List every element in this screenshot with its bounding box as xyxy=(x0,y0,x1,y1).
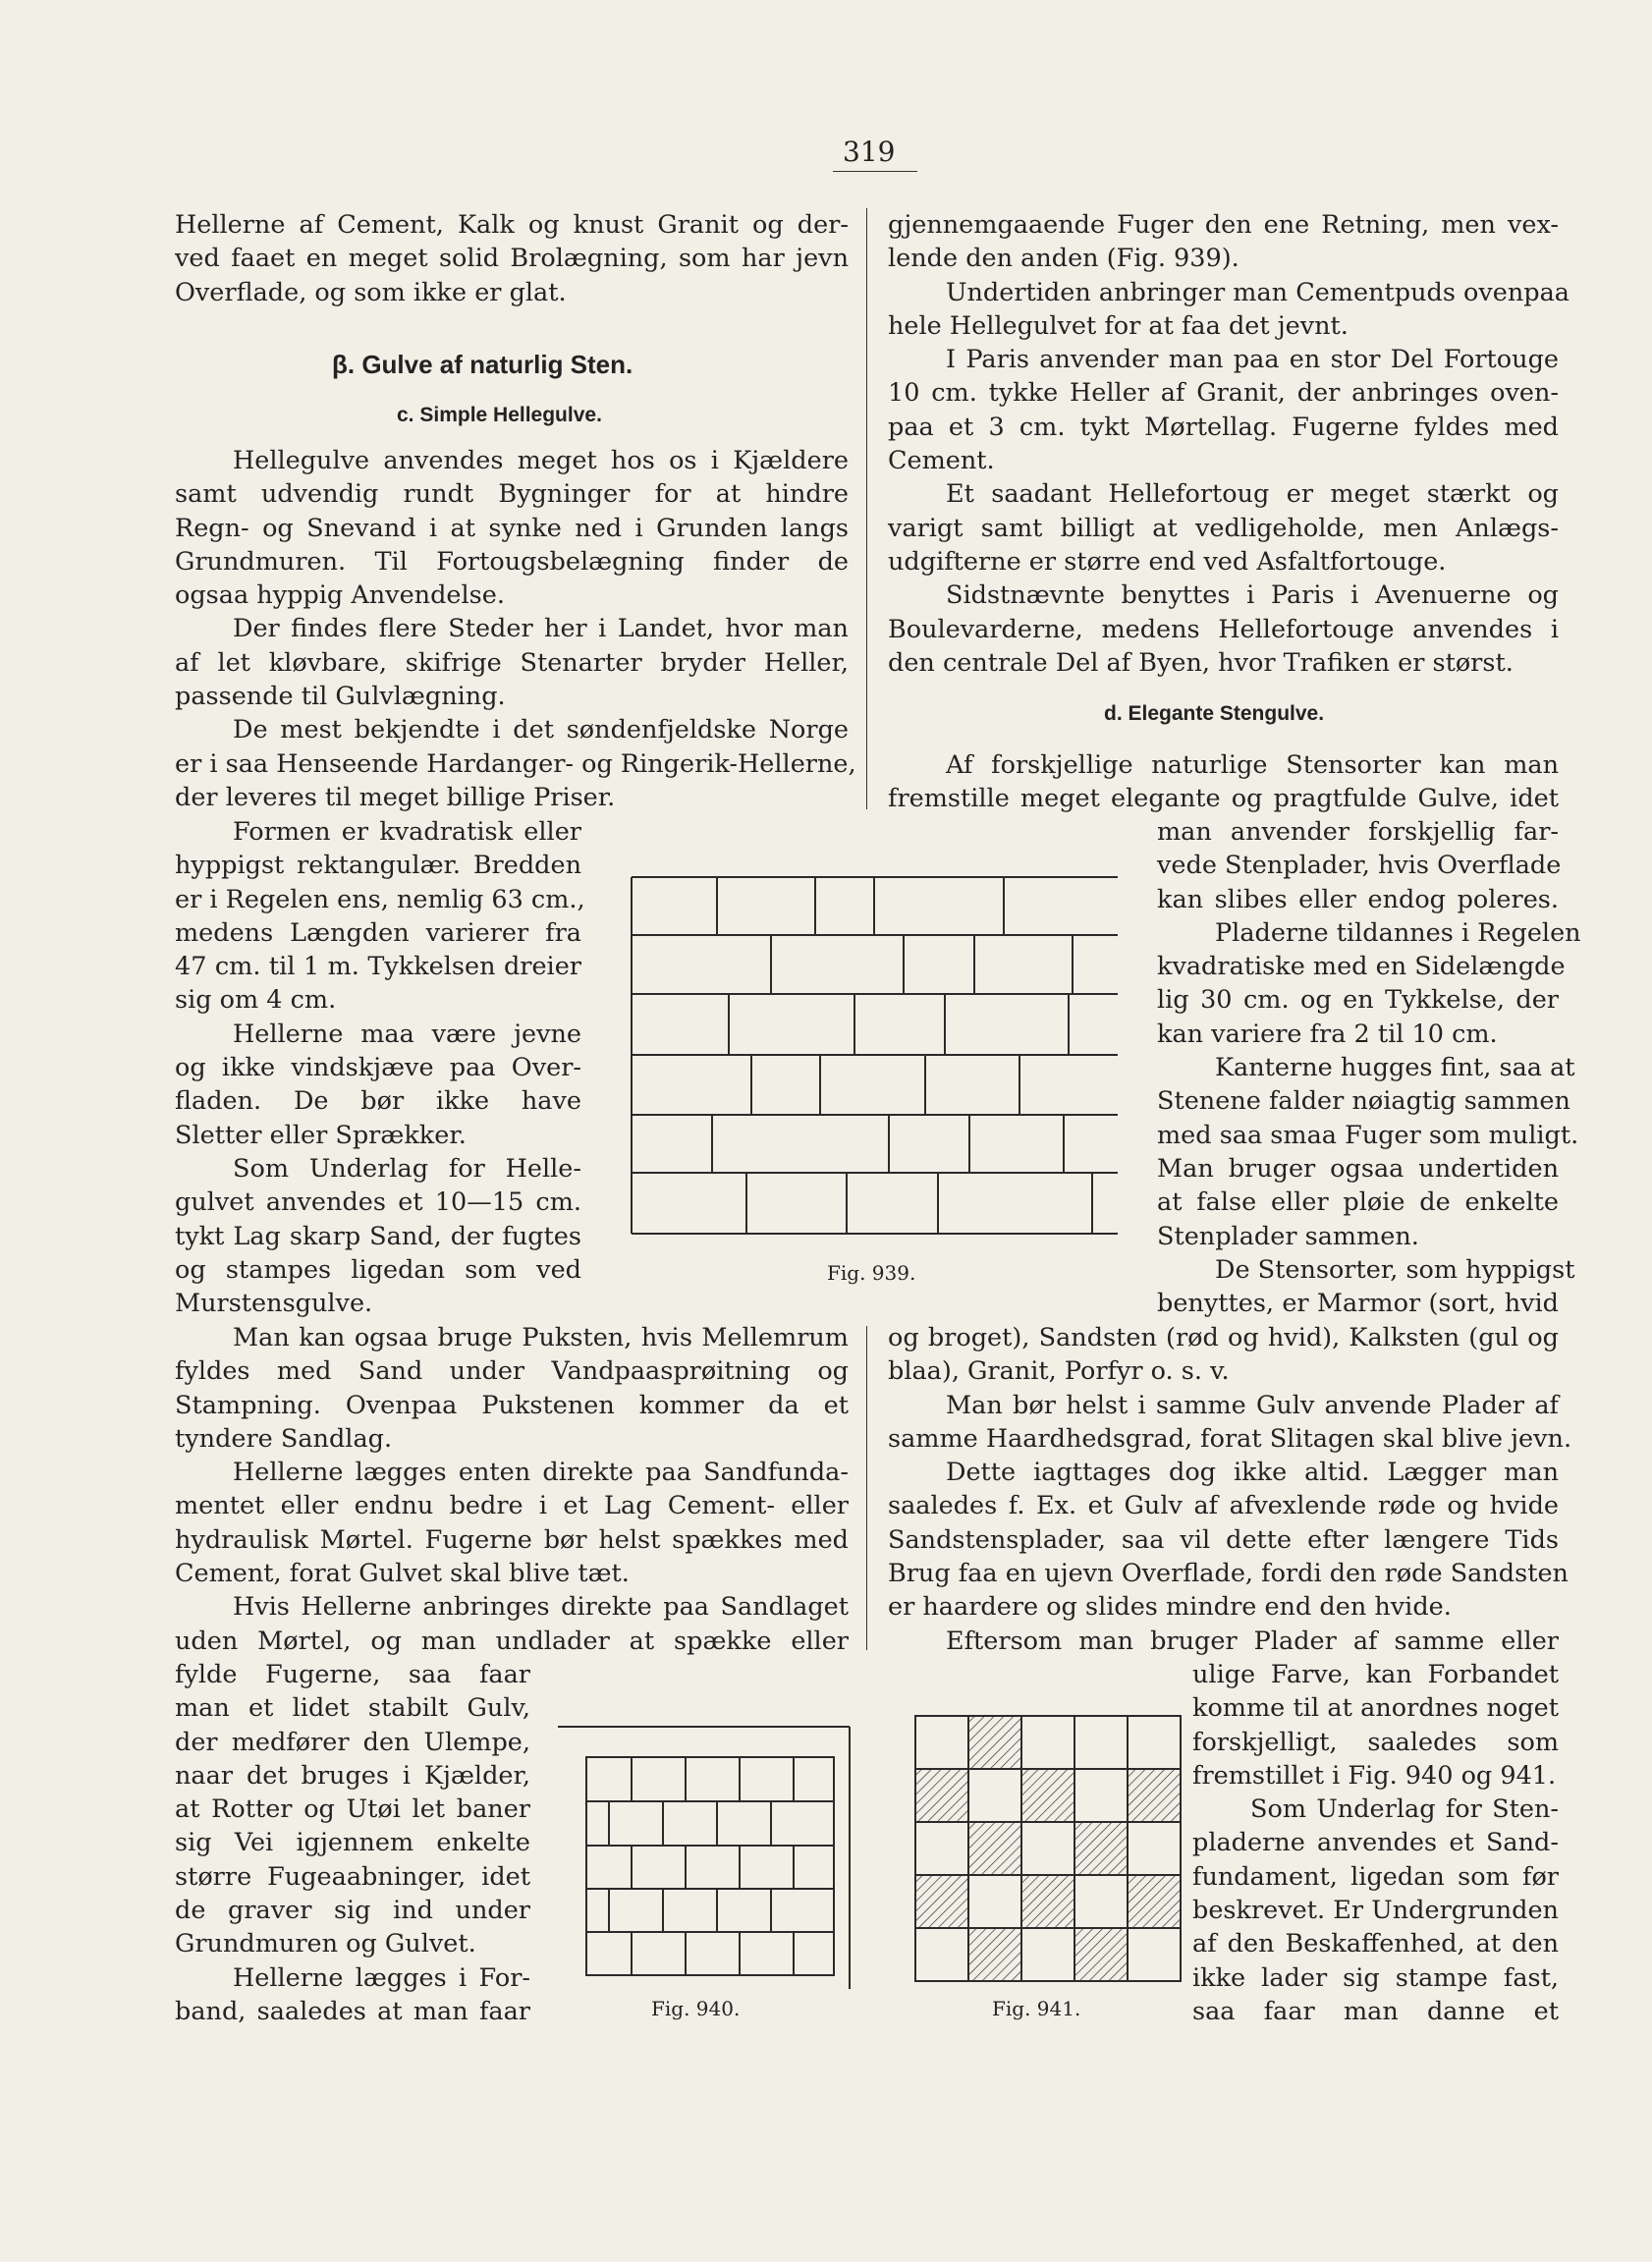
text-line: 47 cm. til 1 m. Tykkelsen dreier xyxy=(175,952,581,982)
text-line: naar det bruges i Kjælder, xyxy=(175,1760,530,1791)
text-line: gjennemgaaende Fuger den ene Retning, men vex- xyxy=(888,210,1559,240)
text-line: er i Regelen ens, nemlig 63 cm., xyxy=(175,884,585,914)
text-line: kan variere fra 2 til 10 cm. xyxy=(1157,1019,1498,1049)
text-line: Hellegulve anvendes meget hos os i Kjældere xyxy=(233,446,849,475)
left-bottom-text xyxy=(175,1658,530,2028)
hatched-tile xyxy=(915,1769,968,1822)
right-bottom-text xyxy=(1192,1658,1559,2028)
text-line: af den Beskaffenhed, at den xyxy=(1192,1929,1559,1959)
text-line: Stampning. Ovenpaa Pukstenen kommer da et xyxy=(175,1390,849,1420)
text-line: at Rotter og Utøi let baner xyxy=(175,1794,530,1825)
text-line: Der findes flere Steder her i Landet, hvor man xyxy=(233,614,849,644)
text-line: Eftersom man bruger Plader af samme eller xyxy=(946,1626,1559,1656)
section-heading: β. Gulve af naturlig Sten. xyxy=(332,350,633,379)
text-line: uden Mørtel, og man undlader at spække eller xyxy=(175,1626,849,1656)
text-line: fylde Fugerne, saa faar xyxy=(175,1660,530,1689)
text-line: fladen. De bør ikke have xyxy=(175,1086,581,1117)
hatched-tile xyxy=(915,1875,968,1928)
text-line: I Paris anvender man paa en stor Del Fortouge xyxy=(946,345,1559,375)
hatched-tile xyxy=(1128,1875,1181,1928)
right-top-text xyxy=(888,208,1570,680)
text-line: hyppigst rektangulær. Bredden xyxy=(175,851,581,881)
figure-941-checkerboard-diagram xyxy=(909,1704,1193,1989)
text-line: sig Vei igjennem enkelte xyxy=(175,1828,530,1858)
subheading-elegante-stengulve: d. Elegante Stengulve. xyxy=(1104,702,1325,725)
hatched-tile xyxy=(1021,1769,1074,1822)
text-line: kan slibes eller endog poleres. xyxy=(1157,884,1559,914)
text-line: Hellerne maa være jevne xyxy=(233,1019,581,1049)
text-line: saaledes f. Ex. et Gulv af afvexlende røde og hvide xyxy=(888,1491,1559,1521)
text-line: Murstensgulve. xyxy=(175,1289,373,1319)
text-line: fundament, ligedan som før xyxy=(1192,1861,1559,1892)
text-line: passende til Gulvlægning. xyxy=(175,682,506,712)
text-line: fyldes med Sand under Vandpaasprøitning og xyxy=(175,1356,849,1387)
text-line: Formen er kvadratisk eller xyxy=(233,817,581,847)
text-line: Hvis Hellerne anbringes direkte paa Sandlaget xyxy=(233,1592,849,1623)
left-narrow-text xyxy=(175,815,585,1320)
text-line: 10 cm. tykke Heller af Granit, der anbringes oven- xyxy=(888,378,1559,409)
text-line: lig 30 cm. og en Tykkelse, der xyxy=(1157,985,1559,1016)
text-line: Sidstnævnte benyttes i Paris i Avenuerne og xyxy=(946,580,1559,611)
text-line: Som Underlag for Sten- xyxy=(1250,1794,1559,1825)
hatched-tile xyxy=(968,1822,1021,1875)
text-line: man et lidet stabilt Gulv, xyxy=(175,1693,530,1724)
figure-940-caption: Fig. 940. xyxy=(651,1997,741,2020)
text-line: Pladerne tildannes i Regelen xyxy=(1215,917,1581,948)
text-line: Regn- og Snevand i at synke ned i Grunden langs xyxy=(175,513,849,543)
text-line: samme Haardhedsgrad, forat Slitagen skal blive jevn. xyxy=(888,1423,1572,1454)
text-line: af let kløvbare, skifrige Stenarter bryder Heller, xyxy=(175,647,849,678)
text-line: Hellerne lægges enten direkte paa Sandfunda- xyxy=(233,1458,849,1488)
right-narrow-text xyxy=(1157,815,1581,1320)
text-line: at false eller pløie de enkelte xyxy=(1157,1187,1559,1218)
text-line: beskrevet. Er Undergrunden xyxy=(1192,1896,1559,1926)
text-line: varigt samt billigt at vedligeholde, men Anlægs- xyxy=(888,513,1559,543)
text-line: Grundmuren og Gulvet. xyxy=(175,1929,476,1959)
text-line: Sletter eller Sprækker. xyxy=(175,1120,467,1150)
text-line: Sandstensplader, saa vil dette efter længere Tids xyxy=(888,1524,1559,1555)
text-line: medens Længden varierer fra xyxy=(175,917,581,948)
text-line: De Stensorter, som hyppigst xyxy=(1215,1254,1575,1285)
text-line: Man bør helst i samme Gulv anvende Plader af xyxy=(946,1390,1559,1420)
text-line: paa et 3 cm. tykt Mørtellag. Fugerne fyldes med xyxy=(888,412,1559,442)
text-line: lende den anden (Fig. 939). xyxy=(888,244,1239,274)
text-line: Grundmuren. Til Fortougsbelægning finder de xyxy=(175,546,849,577)
text-line: fremstille meget elegante og pragtfulde Gulve, idet xyxy=(888,784,1559,814)
hatched-tile xyxy=(968,1716,1021,1769)
subheading-simple-hellegulve: c. Simple Hellegulve. xyxy=(397,404,602,426)
text-line: større Fugeaabninger, idet xyxy=(175,1861,530,1892)
text-line: ulige Farve, kan Forbandet xyxy=(1192,1660,1559,1689)
text-line: Overflade, og som ikke er glat. xyxy=(175,277,567,307)
text-line: hydraulisk Mørtel. Fugerne bør helst spækkes med xyxy=(175,1524,849,1555)
text-line: Man kan ogsaa bruge Puksten, hvis Mellemrum xyxy=(233,1323,849,1352)
text-line: med saa smaa Fuger som muligt. xyxy=(1157,1120,1579,1150)
text-line: der leveres til meget billige Priser. xyxy=(175,782,616,812)
text-line: Kanterne hugges fint, saa at xyxy=(1215,1053,1575,1083)
text-line: udgifterne er større end ved Asfaltfortouge. xyxy=(888,546,1447,577)
hatched-tile xyxy=(1074,1928,1128,1981)
text-line: ogsaa hyppig Anvendelse. xyxy=(175,580,505,611)
text-line: og stampes ligedan som ved xyxy=(175,1254,581,1285)
text-line: man anvender forskjellig far- xyxy=(1157,817,1559,847)
text-line: den centrale Del af Byen, hvor Trafiken er størst. xyxy=(888,647,1514,678)
text-line: de graver sig ind under xyxy=(175,1896,530,1926)
text-line: forskjelligt, saaledes som xyxy=(1192,1727,1559,1757)
hatched-tile xyxy=(1074,1822,1128,1875)
hatched-tile xyxy=(1021,1875,1074,1928)
left-intro-paragraph xyxy=(175,208,849,309)
text-line: og broget), Sandsten (rød og hvid), Kalksten (gul og xyxy=(888,1323,1559,1352)
left-main-text xyxy=(175,444,856,814)
page-number-rule xyxy=(833,171,917,172)
text-line: sig om 4 cm. xyxy=(175,985,337,1016)
text-line: mentet eller endnu bedre i et Lag Cement- eller xyxy=(175,1491,849,1521)
text-line: Cement, forat Gulvet skal blive tæt. xyxy=(175,1559,630,1589)
text-line: ikke lader sig stampe fast, xyxy=(1192,1962,1559,1993)
figure-941-caption: Fig. 941. xyxy=(992,1997,1081,2020)
text-line: vede Stenplader, hvis Overflade xyxy=(1157,851,1562,881)
text-line: komme til at anordnes noget xyxy=(1192,1693,1559,1724)
figure-940-brick-bond-diagram xyxy=(555,1724,859,1999)
text-line: samt udvendig rundt Bygninger for at hindre xyxy=(175,479,849,510)
text-line: band, saaledes at man faar xyxy=(175,1996,530,2026)
text-line: hele Hellegulvet for at faa det jevnt. xyxy=(888,310,1349,341)
text-line: Som Underlag for Helle- xyxy=(233,1153,581,1184)
text-line: Stenene falder nøiagtig sammen xyxy=(1157,1086,1570,1117)
text-line: tyndere Sandlag. xyxy=(175,1423,393,1454)
text-line: Boulevarderne, medens Hellefortouge anvendes i xyxy=(888,614,1559,644)
text-line: pladerne anvendes et Sand- xyxy=(1192,1828,1559,1858)
text-line: fremstillet i Fig. 940 og 941. xyxy=(1192,1760,1557,1791)
text-line: benyttes, er Marmor (sort, hvid xyxy=(1157,1289,1559,1319)
text-line: Et saadant Hellefortoug er meget stærkt og xyxy=(946,479,1559,510)
text-line: der medfører den Ulempe, xyxy=(175,1727,530,1757)
text-line: Stenplader sammen. xyxy=(1157,1221,1419,1251)
text-line: kvadratiske med en Sidelængde xyxy=(1157,952,1566,982)
text-line: Brug faa en ujevn Overflade, fordi den røde Sandsten xyxy=(888,1559,1569,1589)
text-line: Hellerne lægges i For- xyxy=(233,1962,530,1993)
right-after-heading-text xyxy=(888,748,1559,816)
text-line: gulvet anvendes et 10—15 cm. xyxy=(175,1187,581,1218)
hatched-tile xyxy=(1128,1769,1181,1822)
text-line: er haardere og slides mindre end den hvide. xyxy=(888,1592,1452,1623)
text-line: Undertiden anbringer man Cementpuds ovenpaa xyxy=(946,277,1570,307)
column-rule-top xyxy=(866,208,867,809)
text-line: Man bruger ogsaa undertiden xyxy=(1157,1153,1559,1184)
text-line: Cement. xyxy=(888,446,995,476)
text-line: Dette iagttages dog ikke altid. Lægger man xyxy=(946,1458,1559,1488)
text-line: Hellerne af Cement, Kalk og knust Granit og der- xyxy=(175,210,849,240)
page-number: 319 xyxy=(843,136,896,168)
figure-939-caption: Fig. 939. xyxy=(827,1261,916,1285)
text-line: ved faaet en meget solid Brolægning, som har jevn xyxy=(175,244,849,274)
text-line: Af forskjellige naturlige Stensorter kan man xyxy=(946,750,1559,780)
text-line: blaa), Granit, Porfyr o. s. v. xyxy=(888,1356,1230,1387)
text-line: De mest bekjendte i det søndenfjeldske Norge xyxy=(233,715,849,745)
text-line: tykt Lag skarp Sand, der fugtes xyxy=(175,1221,581,1251)
left-full-text xyxy=(175,1321,849,1658)
figure-939-running-bond-diagram xyxy=(629,869,1120,1242)
text-line: og ikke vindskjæve paa Over- xyxy=(175,1053,581,1083)
hatched-tile xyxy=(968,1928,1021,1981)
right-full-text xyxy=(888,1321,1572,1658)
column-rule-middle xyxy=(866,1326,867,1650)
text-line: er i saa Henseende Hardanger- og Ringerik-Hellerne, xyxy=(175,748,856,779)
text-line: saa faar man danne et xyxy=(1192,1996,1559,2026)
